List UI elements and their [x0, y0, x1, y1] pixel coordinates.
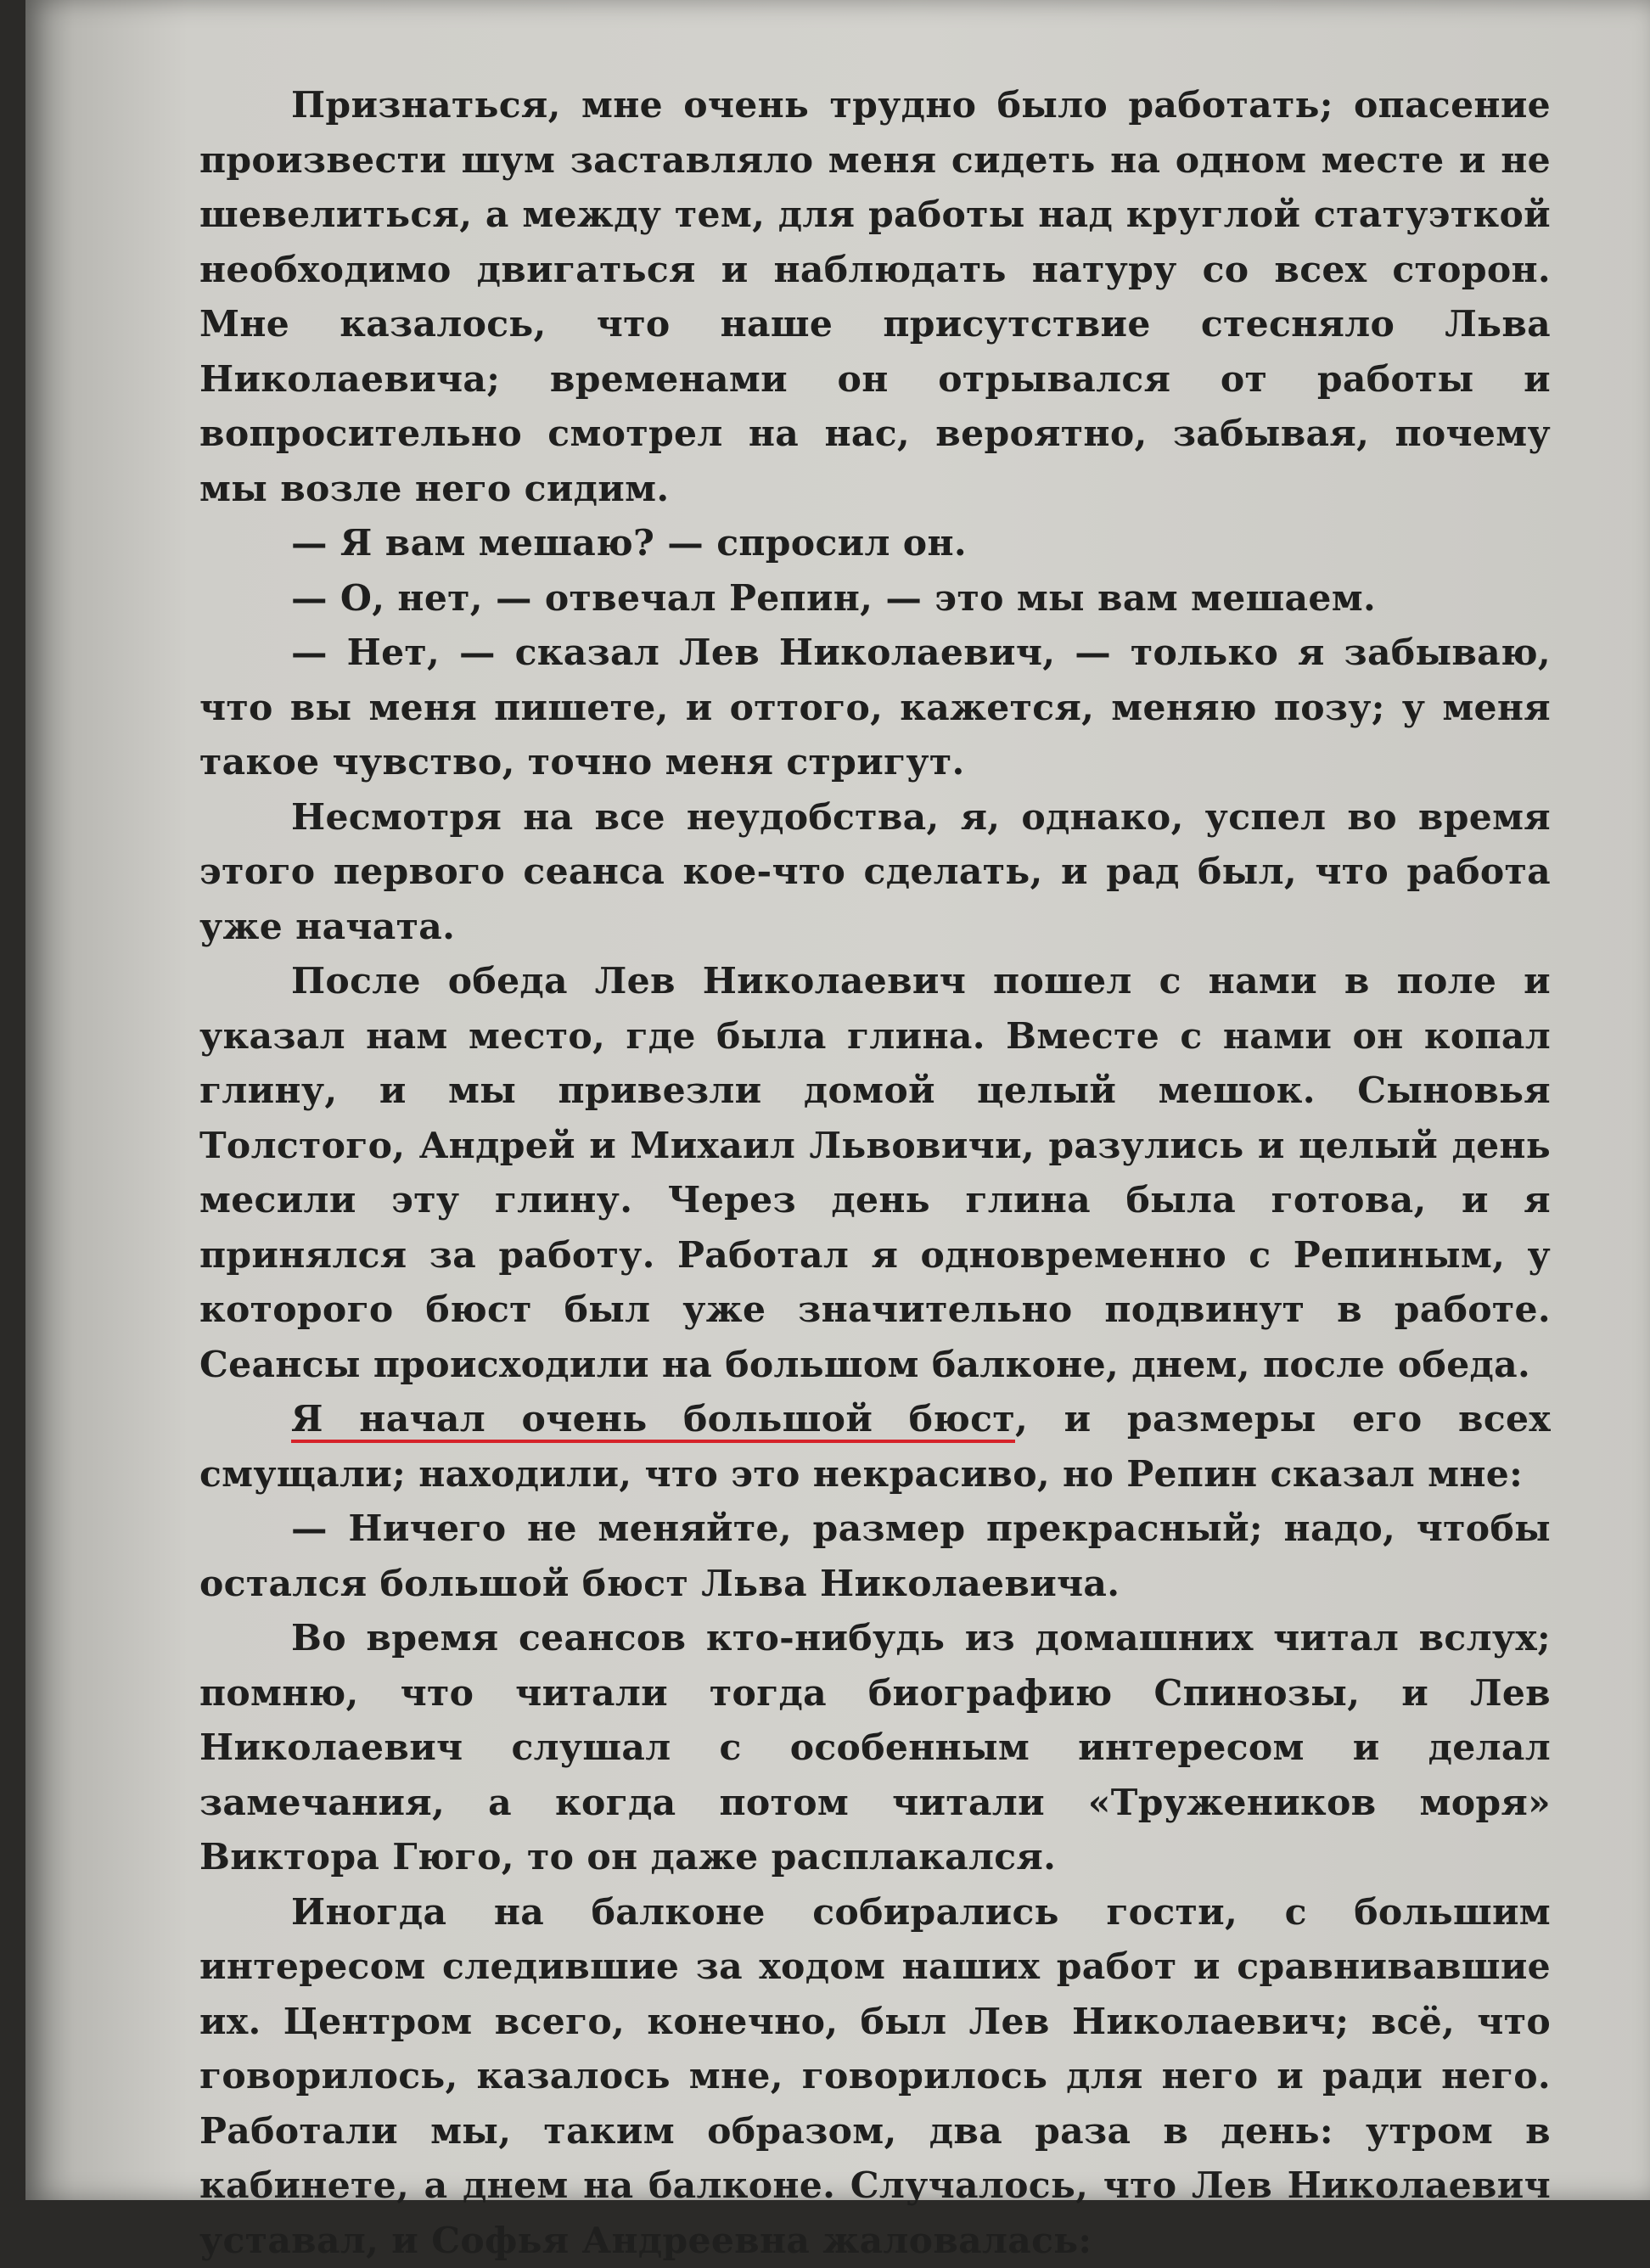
paragraph-6: После обеда Лев Николаевич пошел с нами в поле и указал нам место, где была глина. Вместе с нами он копал глину, и мы привезли домой целый мешок. Сыновья Толстого, Андрей и Михаил Львовичи, разулись и целый день месили эту глину. Через день глина была готова, и я принялся за работу. Работал я одновременно с Репиным, у которого бюст был уже значительно подвинут в работе. Сеансы происходили на большом балконе, днем, после обеда. — [199, 954, 1551, 1392]
paragraph-2: — Я вам мешаю? — спросил он. — [199, 516, 1551, 571]
paragraph-5: Несмотря на все неудобства, я, однако, успел во время этого первого сеанса кое-что сделать, и рад был, что работа уже начата. — [199, 790, 1551, 955]
paragraph-10: Иногда на балконе собирались гости, с большим интересом следившие за ходом наших работ и сравнивавшие их. Центром всего, конечно, был Лев Николаевич; всё, что говорилось, казалось мне, говорилось для него и ради него. Работали мы, таким образом, два раза в день: утром в кабинете, а днем на балконе. Случалось, что Лев Николаевич уставал, и Софья Андреевна жаловалась: — [199, 1885, 1551, 2268]
book-page — [25, 0, 1650, 2200]
paragraph-3: — О, нет, — отвечал Репин, — это мы вам мешаем. — [199, 571, 1551, 626]
paragraph-8: — Ничего не меняйте, размер прекрасный; надо, чтобы остался большой бюст Льва Николаевича. — [199, 1502, 1551, 1611]
page-text — [199, 78, 1551, 2268]
paragraph-7 — [199, 1392, 1551, 1502]
paragraph-4: — Нет, — сказал Лев Николаевич, — только я забываю, что вы меня пишете, и оттого, кажется, меняю позу; у меня такое чувство, точно меня стригут. — [199, 626, 1551, 790]
paragraph-9: Во время сеансов кто-нибудь из домашних читал вслух; помню, что читали тогда биографию Спинозы, и Лев Николаевич слушал с особенным интересом и делал замечания, а когда потом читали «Тружеников моря» Виктора Гюго, то он даже расплакался. — [199, 1611, 1551, 1885]
paragraph-1: Признаться, мне очень трудно было работать; опасение произвести шум заставляло меня сидеть на одном месте и не шевелиться, а между тем, для работы над круглой статуэткой необходимо двигаться и наблюдать натуру со всех сторон. Мне казалось, что наше присутствие стесняло Льва Николаевича; временами он отрывался от работы и вопросительно смотрел на нас, вероятно, забывая, почему мы возле него сидим. — [199, 78, 1551, 516]
paragraph-7-rest: , и размеры его всех смущали; находили, что это некрасиво, но Репин сказал мне: — [199, 1398, 1551, 1496]
underlined-phrase: Я начал очень большой бюст — [291, 1398, 1015, 1440]
